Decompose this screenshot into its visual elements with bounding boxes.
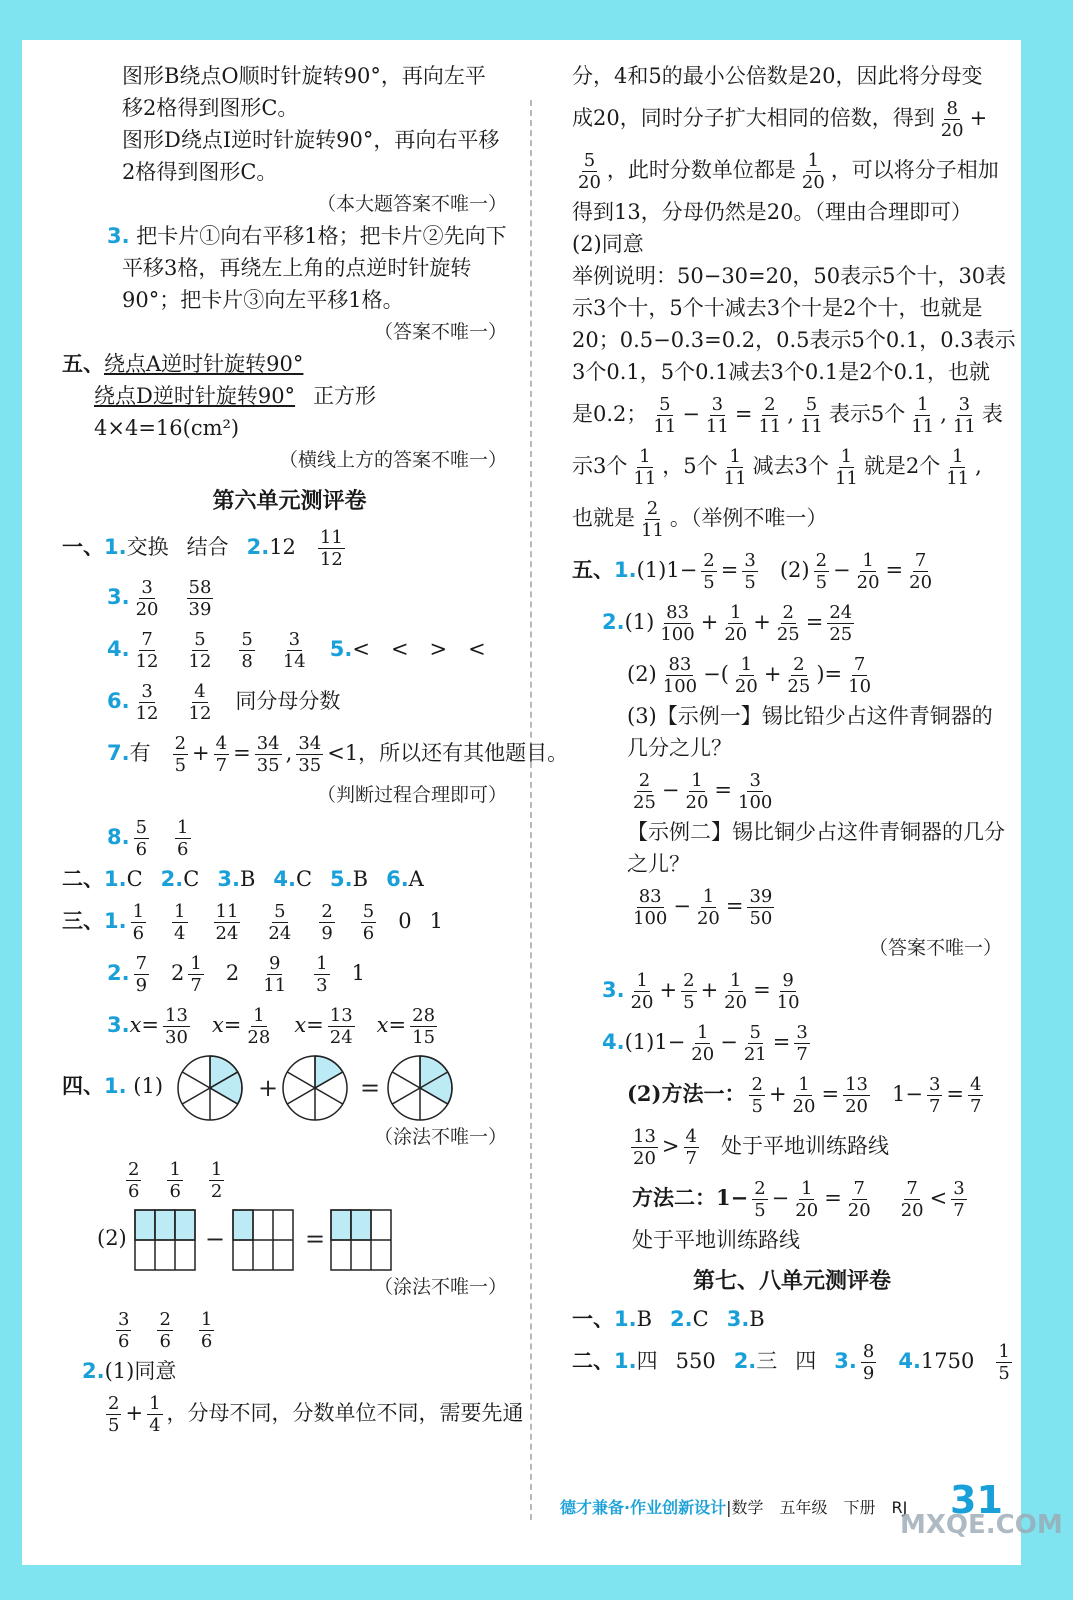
fraction: $\frac{1}{2}$ (210, 1159, 223, 1202)
text-line: 几分之儿？ (627, 736, 732, 760)
top-border (0, 0, 1073, 40)
fraction: $\frac{1}{20}$ (630, 970, 654, 1013)
fraction: $\frac{1}{3}$ (316, 953, 328, 996)
section-5-q4a: 4.(1)1− $\frac{1}{20}$ − $\frac{5}{21}$ = $\frac{3}{7}$ (602, 1022, 808, 1065)
q1-1-2 (62, 523, 517, 571)
fraction: $\frac{58}{39}$ (188, 577, 212, 620)
fraction: $\frac{3}{7}$ (796, 1022, 808, 1065)
left-column (62, 60, 569, 1439)
text: 结合 (186, 535, 229, 559)
fraction: $\frac{39}{50}$ (749, 886, 773, 929)
text-line: 20；0.5−0.3=0.2，0.5表示5个0.1，0.3表示 (572, 328, 1016, 352)
text-line: (2)同意 (572, 232, 644, 256)
fraction: $\frac{1}{7}$ (190, 953, 202, 996)
bottom-border (0, 1565, 1073, 1600)
section-label: 五、 (572, 557, 614, 582)
fraction: $\frac{1}{4}$ (174, 901, 186, 944)
page-number: 31 (950, 1478, 1003, 1522)
text-line: 图形B绕点O顺时针旋转90°，再向左平 (122, 64, 486, 88)
fraction: $\frac{8}{9}$ (862, 1341, 875, 1384)
fraction: $\frac{1}{5}$ (998, 1341, 1010, 1384)
text: 正方形 (313, 384, 377, 408)
fraction: $\frac{7}{20}$ (900, 1178, 924, 1221)
fraction: $\frac{1}{20}$ (724, 602, 748, 645)
section-5-q3: 3. $\frac{1}{20}$ + $\frac{2}{5}$ + $\frac{1}{20}$ = $\frac{9}{10}$ (602, 970, 800, 1013)
fraction: $\frac{2}{6}$ (159, 1309, 171, 1352)
section-2-answers: 二、1.四 550 2.三 四 3. $\frac{8}{9}$ 4.1750 $\frac{1}{5}$ (572, 1341, 1010, 1384)
question-3 (62, 220, 517, 252)
fraction: $\frac{1}{11}$ (633, 446, 657, 489)
section-5-line3: 4×4=16(cm²) (94, 416, 240, 440)
fraction: $\frac{3}{6}$ (118, 1309, 130, 1352)
fraction: $\frac{2}{5}$ (754, 1178, 766, 1221)
fraction: $\frac{5}{24}$ (268, 901, 292, 944)
fraction: $\frac{4}{7}$ (215, 733, 228, 776)
fraction: $\frac{5}{12}$ (188, 629, 212, 672)
fraction: $\frac{3}{100}$ (738, 770, 773, 813)
question-number: 1. (104, 1074, 127, 1098)
question-number: 5. (329, 637, 353, 661)
fraction: $\frac{83}{100}$ (660, 602, 695, 645)
fraction: $\frac{2}{25}$ (787, 654, 811, 697)
fraction: $\frac{2}{5}$ (683, 970, 695, 1013)
fraction: $\frac{3}{11}$ (952, 394, 976, 437)
fraction: $\frac{5}{6}$ (362, 901, 375, 944)
fraction: $\frac{1}{20}$ (696, 886, 720, 929)
subject: |数学 五年级 下册 RJ (726, 1498, 908, 1517)
unit-78-title: 第七、八单元测评卷 (692, 1269, 891, 1294)
note: （涂法不唯一） (373, 1126, 507, 1148)
question-number: 2. (246, 535, 270, 559)
answer-page (22, 40, 1021, 1565)
note: （涂法不唯一） (373, 1276, 507, 1298)
fraction: $\frac{9}{11}$ (263, 953, 287, 996)
text-line: 举例说明：50−30=20，50表示5个十，30表 (572, 264, 1007, 288)
fraction: $\frac{1}{11}$ (834, 446, 858, 489)
fraction: $\frac{1}{6}$ (177, 817, 189, 860)
text-line: (3)【示例一】锡比铅少占这件青铜器的 (627, 704, 993, 728)
q1-7: 7.有 $\frac{2}{5}$ + $\frac{4}{7}$ = $\frac{34}{35}$ , $\frac{34}{35}$ <1，所以还有其他题目。 (107, 733, 569, 776)
fraction: $\frac{1}{6}$ (200, 1309, 213, 1352)
svg-text:−: − (205, 1224, 226, 1253)
circle-a (178, 1056, 242, 1120)
section-5-q4b: (2)方法一： $\frac{2}{5}$ + $\frac{1}{20}$ = $\frac{13}{20}$ 1− $\frac{3}{7}$ = $\frac{4}{7}$ (627, 1074, 982, 1117)
section-4-q1-circles: 四、1. (1) + = (62, 1051, 517, 1121)
text-line: 【示例二】锡比铜少占这件青铜器的几分 (627, 820, 1005, 844)
fraction: $\frac{83}{100}$ (662, 654, 698, 697)
answer-blank: 绕点D逆时针旋转90° (94, 384, 296, 408)
fraction: $\frac{3}{12}$ (135, 681, 159, 724)
text: 有 (129, 741, 151, 765)
section-5-line2 (62, 380, 517, 412)
fraction: $\frac{2}{5}$ (751, 1074, 763, 1117)
fraction: $\frac{2}{9}$ (321, 901, 333, 944)
fraction: $\frac{2}{11}$ (641, 498, 664, 541)
right-border (1021, 0, 1073, 1600)
fraction: $\frac{1}{11}$ (723, 446, 747, 489)
fraction: $\frac{4}{7}$ (970, 1074, 982, 1117)
text: 交换 (126, 535, 169, 559)
fraction: $\frac{1}{28}$ (247, 1005, 271, 1048)
fraction: $\frac{1}{6}$ (169, 1159, 181, 1202)
fraction: $\frac{24}{25}$ (829, 602, 853, 645)
fraction: $\frac{4}{7}$ (685, 1126, 697, 1169)
fraction: $\frac{3}{5}$ (744, 550, 756, 593)
fraction: $\frac{11}{12}$ (319, 527, 343, 570)
fraction: $\frac{5}{21}$ (743, 1022, 767, 1065)
fraction: $\frac{4}{12}$ (188, 681, 212, 724)
text-line: 示3个十，5个十减去3个十是2个十，也就是 (572, 296, 983, 320)
section-4-q2: 2.(1)同意 (82, 1359, 177, 1383)
circle-c (388, 1056, 452, 1120)
brand: 德才兼备·作业创新设计 (560, 1498, 727, 1517)
fraction: $\frac{3}{7}$ (928, 1074, 941, 1117)
text-line: 图形D绕点I逆时针旋转90°，再向右平移 (122, 128, 500, 152)
fraction: $\frac{1}{20}$ (801, 150, 825, 193)
fractions-row (62, 1153, 517, 1205)
fraction: $\frac{1}{20}$ (795, 1178, 819, 1221)
unit-6-title: 第六单元测评卷 (212, 489, 367, 514)
text-line: 也就是 $\frac{2}{11}$ 。（举例不唯一） (572, 498, 828, 541)
page-footer (560, 1495, 907, 1518)
fraction: $\frac{1}{11}$ (911, 394, 935, 437)
svg-text:+: + (257, 1073, 278, 1102)
text-line: 90°；把卡片③向左平移1格。 (122, 288, 404, 312)
question-number: 3. (107, 224, 130, 248)
text-line: 处于平地训练路线 (632, 1228, 800, 1252)
section-label: 五、 (62, 351, 104, 376)
fraction: $\frac{2}{5}$ (108, 1393, 120, 1436)
text: <1，所以还有其他题目。 (327, 741, 569, 765)
text-line: 平移3格，再绕左上角的点逆时针旋转 (122, 256, 472, 280)
section-4-q1-rects: (2) − = (62, 1205, 517, 1271)
fraction: $\frac{83}{100}$ (633, 886, 668, 929)
fraction: $\frac{7}{20}$ (909, 550, 933, 593)
question-number: 7. (107, 741, 130, 765)
fraction: $\frac{34}{35}$ (256, 733, 280, 776)
text: 12 (269, 535, 296, 559)
fraction: $\frac{2}{6}$ (128, 1159, 140, 1202)
section-5-q2b: (2) $\frac{83}{100}$ −( $\frac{1}{20}$ + $\frac{2}{25}$ )= $\frac{7}{10}$ (627, 654, 872, 697)
equation: $\frac{83}{100}$ − $\frac{1}{20}$ = $\frac{39}{50}$ (633, 886, 773, 929)
text-line: 3个0.1，5个0.1减去3个0.1是2个0.1，也就 (572, 360, 991, 384)
fraction: $\frac{7}{20}$ (847, 1178, 871, 1221)
section-5-q1: 五、1.(1)1− $\frac{2}{5}$ = $\frac{3}{5}$ (2) $\frac{2}{5}$ − $\frac{1}{20}$ = $\frac{7}{20}$ (572, 550, 933, 593)
fraction: $\frac{11}{24}$ (215, 901, 239, 944)
fraction: $\frac{1}{4}$ (149, 1393, 161, 1436)
section-label: 二、 (62, 866, 104, 891)
fraction: $\frac{7}{10}$ (848, 654, 872, 697)
fraction: $\frac{1}{20}$ (724, 970, 748, 1013)
section-label: 一、 (62, 534, 104, 559)
text-line: 分，4和5的最小公倍数是20，因此将分母变 (572, 64, 983, 88)
watermark: MXQE.COM (900, 1510, 1063, 1540)
text: < < > < (352, 637, 486, 661)
fraction: $\frac{1}{6}$ (132, 901, 145, 944)
fraction: $\frac{5}{8}$ (241, 629, 253, 672)
fraction: $\frac{1}{20}$ (792, 1074, 816, 1117)
section-label: 四、 (62, 1073, 104, 1098)
fraction: $\frac{13}{24}$ (329, 1005, 353, 1048)
equation: $\frac{2}{25}$ − $\frac{1}{20}$ = $\frac{3}{100}$ (633, 770, 773, 813)
svg-text:=: = (359, 1073, 380, 1102)
fraction: $\frac{13}{20}$ (633, 1126, 656, 1169)
section-5-line1 (62, 348, 517, 380)
question-number: 2. (107, 961, 130, 985)
text-line: 示3个 $\frac{1}{11}$ ，5个 $\frac{1}{11}$ 减去3个 $\frac{1}{11}$ 就是2个 $\frac{1}{11}$ , (572, 446, 982, 489)
question-number: 4. (107, 637, 130, 661)
fraction: $\frac{8}{20}$ (940, 98, 964, 141)
fraction: $\frac{1}{20}$ (734, 654, 758, 697)
rect-a (135, 1210, 195, 1270)
text-line: $\frac{5}{20}$ ，此时分数单位都是 $\frac{1}{20}$ ，可以将分子相加 (578, 150, 999, 193)
question-number: 2. (82, 1359, 105, 1383)
fraction: $\frac{2}{5}$ (174, 733, 187, 776)
question-number: 6. (107, 689, 130, 713)
fraction: $\frac{34}{35}$ (298, 733, 322, 776)
fraction: $\frac{1}{20}$ (856, 550, 880, 593)
section-label: 三、 (62, 908, 104, 933)
section-5-q2a: 2.(1) $\frac{83}{100}$ + $\frac{1}{20}$ + $\frac{2}{25}$ = $\frac{24}{25}$ (602, 602, 853, 645)
fraction: $\frac{7}{12}$ (135, 629, 159, 672)
q1-8 (62, 811, 517, 863)
fraction: $\frac{13}{20}$ (845, 1074, 868, 1117)
q1-4-5 (62, 623, 517, 675)
q1-6 (62, 675, 517, 727)
text-line: 之儿？ (627, 852, 690, 876)
note: （答案不唯一） (373, 321, 507, 343)
fraction: $\frac{5}{20}$ (578, 150, 601, 193)
fractions-row (62, 1303, 517, 1355)
answer-blank: 绕点A逆时针旋转90° (104, 352, 304, 376)
question-number: 1. (104, 909, 127, 933)
section-3-q3: 3.x= $\frac{13}{30}$ x= $\frac{1}{28}$ x= $\frac{13}{24}$ x= $\frac{28}{15}$ (107, 1005, 436, 1048)
note: （答案不唯一） (868, 937, 1002, 959)
fraction: $\frac{28}{15}$ (412, 1005, 436, 1048)
fraction: $\frac{9}{10}$ (776, 970, 800, 1013)
fraction: $\frac{2}{5}$ (815, 550, 828, 593)
fraction: $\frac{2}{25}$ (633, 770, 656, 813)
section-3-q2: 2. $\frac{7}{9}$ 2 $\frac{1}{7}$ 2 $\frac{9}{11}$ $\frac{1}{3}$ 1 (107, 953, 365, 996)
text-line: 2格得到图形C。 (122, 160, 278, 184)
fraction: $\frac{2}{5}$ (703, 550, 715, 593)
question-number: 8. (107, 825, 130, 849)
column-divider (530, 100, 532, 1520)
fraction: $\frac{5}{6}$ (135, 817, 148, 860)
fraction: $\frac{7}{9}$ (135, 953, 148, 996)
text-line: 是0.2； $\frac{5}{11}$ − $\frac{3}{11}$ = $\frac{2}{11}$ , $\frac{5}{11}$ 表示5个 $\frac{1}{11}$ , $\frac{3}{11}$ 表 (572, 394, 1003, 437)
svg-text:=: = (305, 1224, 326, 1253)
text-line: 移2格得到图形C。 (122, 96, 299, 120)
section-2: 二、1.C 2.C 3.B 4.C 5.B 6.A (62, 866, 424, 891)
text: 把卡片①向右平移1格；把卡片②先向下 (136, 224, 507, 248)
fraction: $\frac{3}{14}$ (282, 629, 306, 672)
question-number: 3. (107, 1013, 130, 1037)
fraction: $\frac{2}{11}$ (758, 394, 782, 437)
section-4-q2-line: $\frac{2}{5}$ + $\frac{1}{4}$ ，分母不同，分数单位不同，需要先通 (108, 1393, 524, 1436)
fraction: $\frac{5}{11}$ (800, 394, 823, 437)
fraction: $\frac{1}{20}$ (685, 770, 709, 813)
rectangle-diagram (133, 1209, 393, 1271)
section-5-q4c: $\frac{13}{20}$ > $\frac{4}{7}$ 处于平地训练路线 (633, 1126, 889, 1169)
fraction: $\frac{3}{11}$ (705, 394, 729, 437)
text-line: 得到13，分母仍然是20。（理由合理即可） (572, 200, 972, 224)
section-3-q1: 三、1. $\frac{1}{6}$ $\frac{1}{4}$ $\frac{11}{24}$ $\frac{5}{24}$ $\frac{2}{9}$ $\frac{5}{6}$ 0 1 (62, 901, 443, 944)
q1-3 (62, 571, 517, 623)
text: 同分母分数 (235, 689, 341, 713)
question-number: 3. (107, 585, 130, 609)
rect-c (331, 1210, 391, 1270)
note: （横线上方的答案不唯一） (278, 449, 507, 471)
fraction: $\frac{1}{20}$ (691, 1022, 715, 1065)
fraction: $\frac{3}{20}$ (135, 577, 159, 620)
right-column (572, 60, 1016, 1387)
circle-diagram (170, 1054, 470, 1122)
rect-b (233, 1210, 293, 1270)
text-line: 成20，同时分子扩大相同的倍数，得到 $\frac{8}{20}$ + (572, 98, 988, 141)
fraction: $\frac{2}{25}$ (776, 602, 800, 645)
fraction: $\frac{3}{7}$ (953, 1178, 965, 1221)
fraction: $\frac{5}{11}$ (653, 394, 677, 437)
section-5-q4d: 方法二：1− $\frac{2}{5}$ − $\frac{1}{20}$ = $\frac{7}{20}$ $\frac{7}{20}$ < $\frac{3}{7}$ (632, 1178, 965, 1221)
note: （判断过程合理即可） (316, 784, 507, 806)
left-border (0, 0, 22, 1600)
note: （本大题答案不唯一） (316, 193, 507, 215)
question-number: 1. (104, 535, 127, 559)
circle-b (283, 1056, 347, 1120)
section-1-answers: 一、1.B 2.C 3.B (572, 1306, 765, 1331)
fraction: $\frac{1}{11}$ (946, 446, 970, 489)
fraction: $\frac{13}{30}$ (165, 1005, 188, 1048)
